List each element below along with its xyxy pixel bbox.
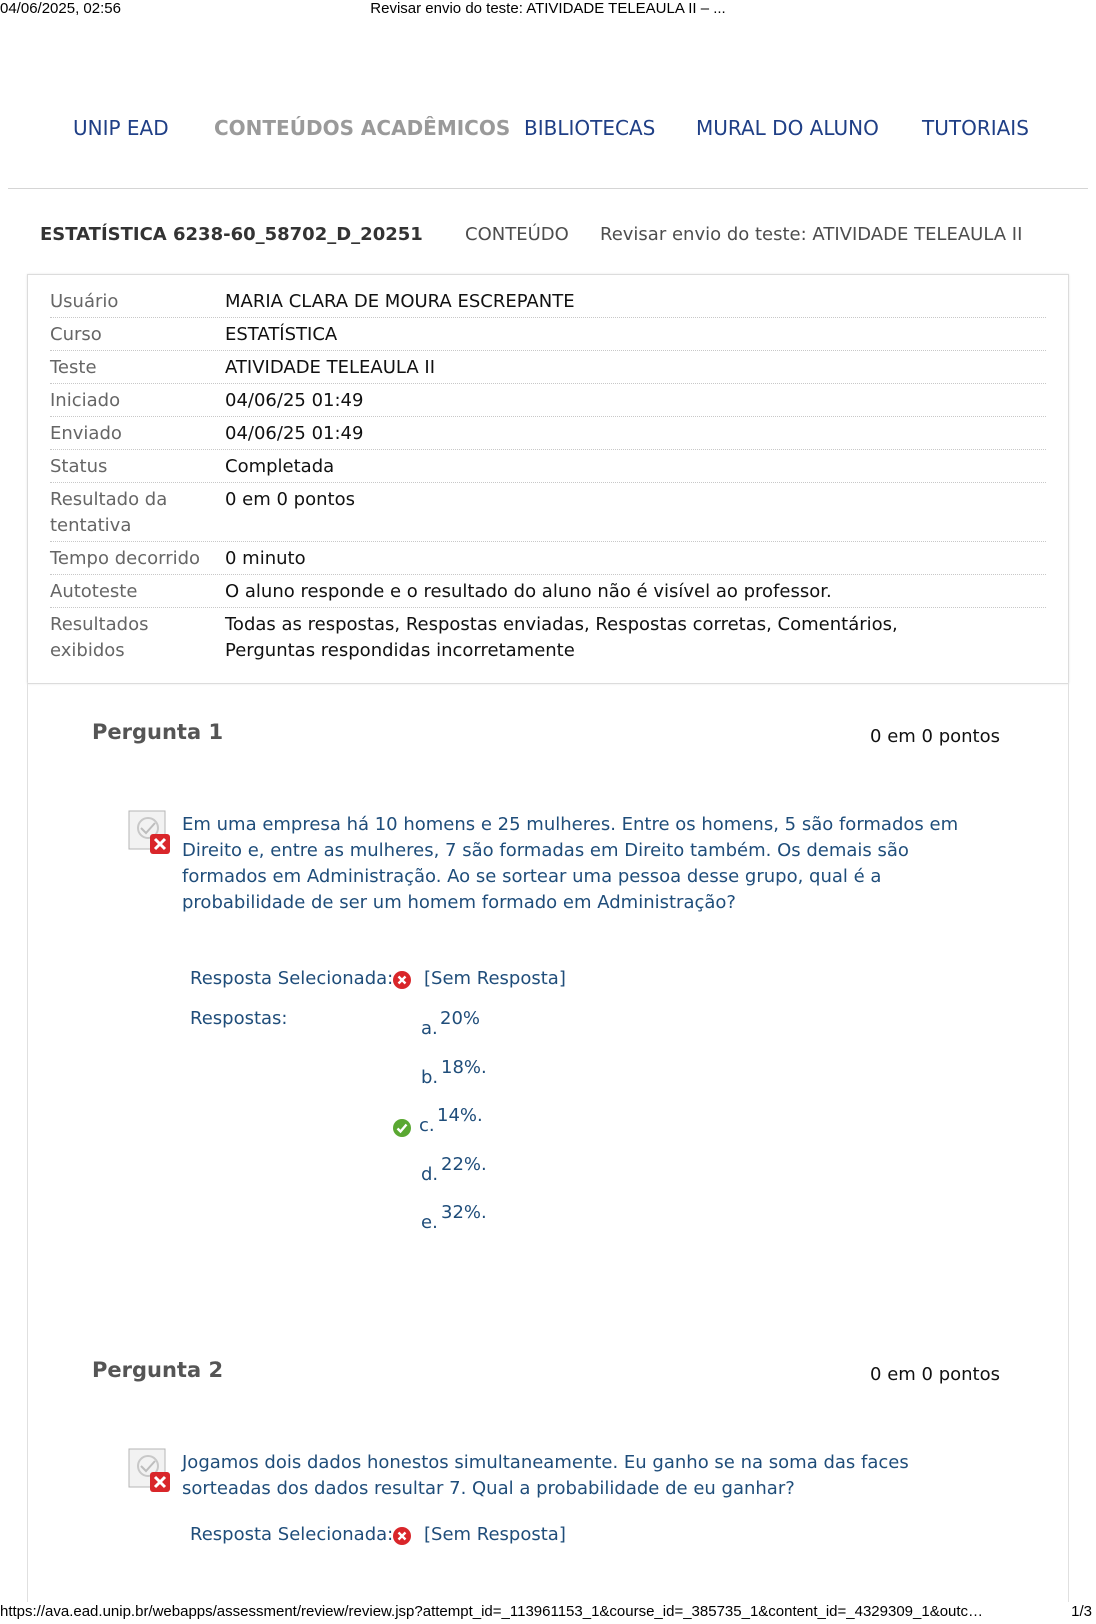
- nav-tutoriais[interactable]: TUTORIAIS: [922, 116, 1029, 140]
- info-label: Resultados exibidos: [50, 614, 149, 661]
- info-row-iniciado: [50, 384, 1046, 417]
- answer-text: 32%.: [441, 1202, 487, 1223]
- x-circle-icon: [392, 970, 412, 990]
- breadcrumb-current-page: Revisar envio do teste: ATIVIDADE TELEAULA II: [600, 224, 1023, 245]
- info-value: MARIA CLARA DE MOURA ESCREPANTE: [225, 291, 575, 312]
- breadcrumb-course[interactable]: ESTATÍSTICA 6238-60_58702_D_20251: [40, 224, 423, 245]
- answer-letter: c.: [419, 1115, 435, 1136]
- nav-bibliotecas[interactable]: BIBLIOTECAS: [524, 116, 656, 140]
- info-label: Teste: [50, 357, 97, 378]
- question-points: 0 em 0 pontos: [870, 726, 1000, 747]
- question-text: Em uma empresa há 10 homens e 25 mulheres. Entre os homens, 5 são formados em Direito e, entre as mulheres, 7 são formadas em Direito também. Os demais são formados em Administração. Ao se sortear uma pessoa desse grupo, qual é a probabilidade de ser um homem formado em Administração?: [182, 814, 959, 913]
- info-row-resultado: [50, 483, 1046, 542]
- info-row-teste: [50, 351, 1046, 384]
- answers-label: Respostas:: [190, 1008, 288, 1029]
- info-row-autoteste: [50, 575, 1046, 608]
- selected-answer-label: Resposta Selecionada:: [190, 1524, 394, 1545]
- info-label: Usuário: [50, 291, 119, 312]
- check-circle-icon: [392, 1118, 412, 1138]
- answer-text: 14%.: [437, 1105, 483, 1126]
- info-value: ATIVIDADE TELEAULA II: [225, 357, 436, 378]
- answer-text: 22%.: [441, 1154, 487, 1175]
- breadcrumb-section[interactable]: CONTEÚDO: [465, 224, 569, 245]
- info-value: 04/06/25 01:49: [225, 390, 364, 411]
- answer-letter: d.: [421, 1164, 439, 1185]
- info-row-usuario: [50, 285, 1046, 318]
- info-row-curso: [50, 318, 1046, 351]
- info-label: Curso: [50, 324, 102, 345]
- nav-unip-ead[interactable]: UNIP EAD: [73, 116, 169, 140]
- question-text: Jogamos dois dados honestos simultaneamente. Eu ganho se na soma das faces sorteadas dos dados resultar 7. Qual a probabilidade de eu ganhar?: [182, 1452, 909, 1499]
- info-row-enviado: [50, 417, 1046, 450]
- info-value: Completada: [225, 456, 335, 477]
- incorrect-badge-icon: [128, 810, 172, 856]
- answer-letter: b.: [421, 1067, 439, 1088]
- info-row-status: [50, 450, 1046, 483]
- answer-letter: a.: [421, 1018, 438, 1039]
- info-label: Tempo decorrido: [50, 548, 201, 569]
- print-datetime: 04/06/2025, 02:56: [0, 0, 121, 17]
- answer-text: 18%.: [441, 1057, 487, 1078]
- top-navigation: [0, 110, 1096, 150]
- x-circle-icon: [392, 1526, 412, 1546]
- info-label: Enviado: [50, 423, 122, 444]
- info-value: O aluno responde e o resultado do aluno não é visível ao professor.: [225, 581, 832, 602]
- info-label: Iniciado: [50, 390, 121, 411]
- breadcrumb: [0, 224, 1096, 254]
- info-value: Todas as respostas, Respostas enviadas, Respostas corretas, Comentários, Perguntas respondidas incorretamente: [225, 614, 898, 661]
- info-row-resultados-exibidos: [50, 608, 1046, 670]
- attempt-info-panel: [27, 274, 1069, 684]
- info-label: Status: [50, 456, 108, 477]
- selected-answer-value: [Sem Resposta]: [424, 968, 566, 989]
- print-title: Revisar envio do teste: ATIVIDADE TELEAULA II – ...: [370, 0, 726, 17]
- info-value: 04/06/25 01:49: [225, 423, 364, 444]
- info-value: 0 em 0 pontos: [225, 489, 355, 510]
- selected-answer-value: [Sem Resposta]: [424, 1524, 566, 1545]
- incorrect-badge-icon: [128, 1448, 172, 1494]
- question-points: 0 em 0 pontos: [870, 1364, 1000, 1385]
- nav-conteudos-academicos[interactable]: CONTEÚDOS ACADÊMICOS: [214, 116, 511, 140]
- answer-text: 20%: [440, 1008, 481, 1029]
- print-header: [0, 0, 1096, 18]
- selected-answer-label: Resposta Selecionada:: [190, 968, 394, 989]
- info-value: ESTATÍSTICA: [225, 324, 338, 345]
- question-title: Pergunta 1: [92, 720, 224, 744]
- print-page-number: 1/3: [1071, 1603, 1092, 1620]
- info-row-tempo: [50, 542, 1046, 575]
- print-url: https://ava.ead.unip.br/webapps/assessment/review/review.jsp?attempt_id=_113961153_1&course_id=_385735_1&content_id=_4329309_1&outc…: [0, 1603, 984, 1620]
- answer-letter: e.: [421, 1212, 438, 1233]
- info-value: 0 minuto: [225, 548, 306, 569]
- info-label: Resultado da tentativa: [50, 489, 168, 536]
- question-title: Pergunta 2: [92, 1358, 224, 1382]
- nav-mural-do-aluno[interactable]: MURAL DO ALUNO: [696, 116, 879, 140]
- nav-divider: [8, 188, 1088, 189]
- info-label: Autoteste: [50, 581, 138, 602]
